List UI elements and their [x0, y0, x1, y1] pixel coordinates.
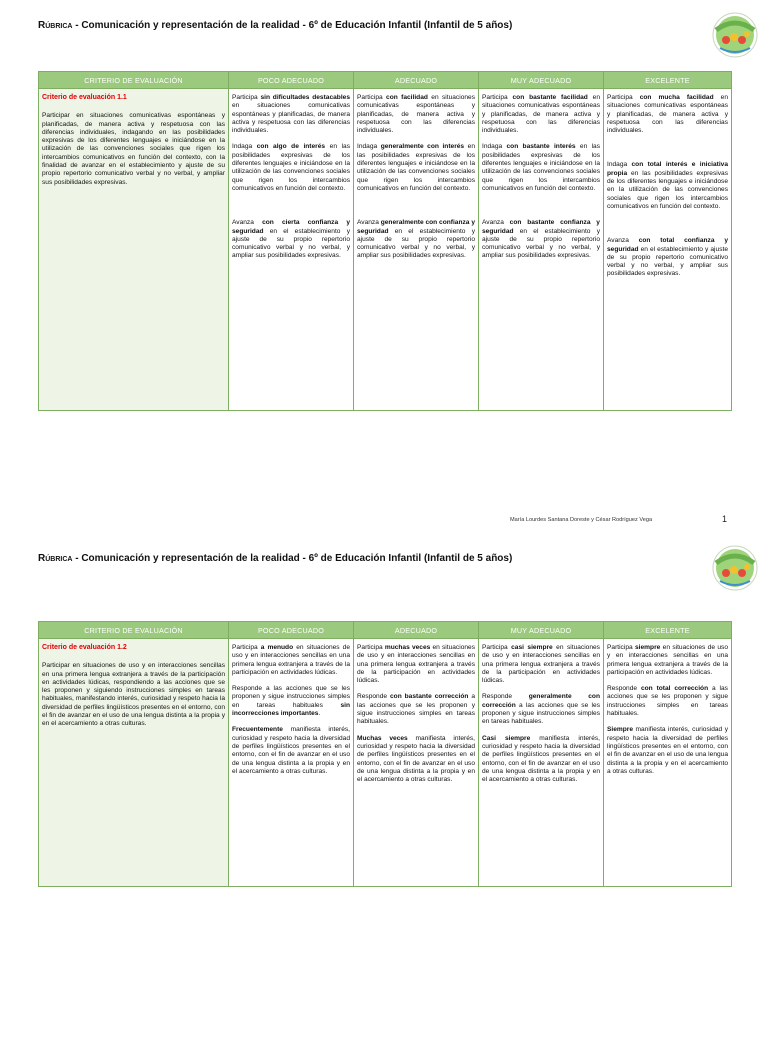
level-paragraph — [232, 219, 350, 260]
level-emphasis: casi siempre — [511, 644, 553, 651]
level-emphasis: generalmente con interés — [380, 143, 465, 151]
level-paragraph — [232, 685, 350, 718]
criterion-title: Criterio de evaluación 1.1 — [42, 94, 127, 101]
level-emphasis: muchas veces — [384, 644, 431, 651]
level-emphasis: con bastante facilidad — [512, 94, 588, 101]
level-emphasis: con cierta confianza y seguridad — [232, 219, 350, 235]
level-paragraph — [607, 161, 728, 211]
level-emphasis: a menudo — [260, 644, 294, 651]
header-adecuado: ADECUADO — [354, 72, 479, 89]
level-emphasis: con bastante corrección — [390, 693, 469, 701]
footer-authors: María Lourdes Santana Doreste y César Rodríguez Vega — [510, 517, 653, 523]
level-text: Participa — [357, 644, 385, 651]
level-text: . — [318, 710, 321, 718]
header-muy-adecuado: MUY ADECUADO — [479, 72, 604, 89]
level-emphasis: con bastante interés — [506, 143, 576, 151]
level-paragraph — [357, 94, 475, 135]
header-excelente: EXCELENTE — [604, 72, 732, 89]
rubric-table — [38, 621, 732, 887]
header-row — [39, 622, 732, 639]
document-page-2 — [0, 533, 768, 1045]
level-text: en situaciones de uso y en interacciones sencillas en una primera lengua extranjera a través de la participación en actividades lúdicas. — [482, 644, 600, 685]
level-text: manifiesta interés, curiosidad y respeto hacia la diversidad de perfiles lingüísticos presentes en el entorno, con el fin de avanzar en el uso de una lengua distinta a la propia y en el acercamiento a otras culturas. — [482, 734, 600, 784]
level-text: Participa — [607, 94, 640, 101]
level-paragraph — [232, 94, 350, 135]
level-text: Responde — [357, 693, 390, 701]
title-text: - Comunicación y representación de la realidad - 6º de Educación Infantil (Infantil de 5 años) — [72, 553, 513, 564]
level-text: manifiesta interés, curiosidad y respeto hacia la diversidad de perfiles lingüísticos presentes en el entorno, con el fin de avanzar en el uso de una lengua distinta a la propia y en el acercamiento a otras culturas. — [232, 726, 350, 775]
level-text: manifiesta interés, curiosidad y respeto hacia la diversidad de perfiles lingüísticos presentes en el entorno, con el fin de avanzar en el uso de una lengua distinta a la propia y en el acercamiento a otras culturas. — [357, 734, 476, 784]
level-paragraph — [482, 644, 600, 685]
level-paragraph — [357, 735, 475, 785]
level-emphasis: con mucha facilidad — [639, 94, 714, 101]
level-emphasis: generalmente con corrección — [482, 693, 600, 709]
level-paragraph — [232, 143, 350, 193]
header-poco-adecuado: POCO ADECUADO — [229, 622, 354, 639]
level-cell-poco-adecuado — [229, 639, 354, 887]
level-text: Avanza — [232, 219, 263, 227]
level-emphasis: Siempre — [607, 726, 634, 734]
level-text: en las posibilidades expresivas de los diferentes lenguajes e iniciándose en la utilización de las convenciones sociales que rigen los intercambios comunicativos en función del contexto. — [357, 143, 475, 192]
criterion-title: Criterio de evaluación 1.2 — [42, 644, 127, 651]
level-text: en situaciones comunicativas espontáneas y planificadas, de manera activa y respetuosa con las diferencias individuales. — [232, 102, 350, 135]
level-cell-adecuado — [354, 639, 479, 887]
level-paragraph — [607, 685, 728, 718]
table-row — [39, 639, 732, 887]
level-emphasis: con total confianza y seguridad — [607, 237, 728, 253]
level-text: a las acciones que se les proponen y sigue instrucciones simples en tareas habituales. — [607, 685, 728, 718]
level-cell-excelente — [604, 639, 732, 887]
level-paragraph — [482, 94, 600, 135]
level-paragraph — [607, 94, 728, 135]
page-title — [38, 20, 512, 31]
header-adecuado: ADECUADO — [354, 622, 479, 639]
level-text: Participa — [482, 644, 512, 651]
level-emphasis: generalmente con confianza y seguridad — [357, 219, 475, 235]
level-cell-poco-adecuado — [229, 89, 354, 411]
level-text: Indaga — [607, 161, 632, 169]
level-cell-excelente — [604, 89, 732, 411]
level-emphasis: sin dificultades destacables — [260, 94, 350, 101]
level-text: en situaciones de uso y en interacciones sencillas en una primera lengua extranjera a través de la participación en actividades lúdicas. — [232, 644, 350, 676]
level-text: en el establecimiento y ajuste de su propio repertorio comunicativo verbal y no verbal, y ampliar sus posibilidades expresivas. — [482, 227, 600, 260]
level-text: Participa — [232, 644, 261, 651]
header-excelente: EXCELENTE — [604, 622, 732, 639]
level-paragraph — [232, 726, 350, 776]
level-cell-adecuado — [354, 89, 479, 411]
level-emphasis: sin incorrecciones importantes — [232, 701, 350, 718]
level-emphasis: con facilidad — [386, 94, 428, 101]
level-paragraph — [607, 644, 728, 677]
title-prefix: Rúbrica — [38, 20, 73, 31]
level-paragraph — [607, 726, 728, 776]
header-criterion: CRITERIO DE EVALUACIÓN — [39, 72, 229, 89]
level-emphasis: siempre — [635, 644, 661, 651]
level-text: en situaciones de uso y en interacciones sencillas en una primera lengua extranjera a través de la participación en actividades lúdicas. — [607, 644, 728, 676]
criterion-cell — [39, 639, 229, 887]
level-text: en el establecimiento y ajuste de su propio repertorio comunicativo verbal y no verbal, y ampliar sus posibilidades expresivas. — [607, 245, 728, 278]
level-paragraph — [232, 644, 350, 677]
school-logo-icon — [712, 545, 758, 591]
page-title — [38, 553, 512, 564]
level-text: Responde a las acciones que se les proponen y sigue instrucciones simples en tareas habituales — [232, 685, 350, 709]
level-text: Indaga — [232, 143, 257, 151]
level-cell-muy-adecuado — [479, 639, 604, 887]
level-text: en las posibilidades expresivas de los diferentes lenguajes e iniciándose en la utilización de las convenciones sociales que rigen los intercambios comunicativos en función del contexto. — [232, 143, 350, 192]
level-paragraph — [482, 735, 600, 785]
level-emphasis: con total corrección — [640, 685, 709, 693]
level-text: en situaciones comunicativas espontáneas y planificadas, de manera activa y respetuosa con las diferencias individuales. — [357, 94, 475, 135]
criterion-text: Participar en situaciones de uso y en interacciones sencillas en una primera lengua extranjera a través de la participación en actividades lúdicas, respondiendo a las acciones que se les proponen y siguiendo instrucciones simples en tareas habituales, manifestando interés, curiosidad y respeto hacia la diversidad de perfiles lingüísticos presentes en el entorno, con el fin de avanzar en el uso de una lengua distinta a la propia y en el acercamiento a otras culturas. — [42, 662, 225, 728]
level-emphasis: con bastante confianza y seguridad — [482, 219, 600, 235]
level-paragraph — [482, 143, 600, 193]
level-paragraph — [357, 693, 475, 726]
level-text: Indaga — [482, 143, 507, 151]
level-text: en las posibilidades expresivas de los diferentes lenguajes e iniciándose en la utilización de las convenciones sociales que rigen los intercambios comunicativos en función del contexto. — [607, 169, 728, 210]
school-logo-icon — [712, 12, 758, 58]
level-text: en las posibilidades expresivas de los diferentes lenguajes e iniciándose en la utilización de las convenciones sociales que rigen los intercambios comunicativos en función del contexto. — [482, 143, 601, 192]
header-row — [39, 72, 732, 89]
level-text: a las acciones que se les proponen y sigue instrucciones simples en tareas habituales. — [357, 693, 475, 726]
level-text: Responde — [607, 685, 641, 693]
level-text: en el establecimiento y ajuste de su propio repertorio comunicativo verbal y no verbal, y ampliar sus posibilidades expresivas. — [357, 227, 475, 260]
level-emphasis: Casi siempre — [482, 734, 531, 742]
level-paragraph — [357, 143, 475, 193]
header-muy-adecuado: MUY ADECUADO — [479, 622, 604, 639]
level-text: en situaciones comunicativas espontáneas y planificadas, de manera activa y respetuosa con las diferencias individuales. — [482, 94, 600, 135]
table-row — [39, 89, 732, 411]
header-criterion: CRITERIO DE EVALUACIÓN — [39, 622, 229, 639]
level-paragraph — [482, 693, 600, 726]
level-text: a las acciones que se les proponen y sigue instrucciones simples en tareas habituales. — [482, 701, 600, 726]
level-text: Avanza — [357, 219, 381, 227]
level-text: Participa — [357, 94, 387, 101]
level-text: en situaciones comunicativas espontáneas y planificadas, de manera activa y respetuosa con las diferencias individuales. — [607, 94, 728, 135]
level-paragraph — [482, 219, 600, 260]
level-paragraph — [357, 219, 475, 260]
level-emphasis: con total interés e iniciativa propia — [607, 161, 729, 177]
level-text: Avanza — [482, 219, 510, 227]
level-text: en el establecimiento y ajuste de su propio repertorio comunicativo verbal y no verbal, y ampliar sus posibilidades expresivas. — [232, 227, 350, 260]
level-text: Participa — [482, 94, 513, 101]
rubric-table — [38, 71, 732, 411]
level-emphasis: Muchas veces — [357, 734, 408, 742]
level-paragraph — [357, 644, 475, 685]
level-cell-muy-adecuado — [479, 89, 604, 411]
level-text: Avanza — [607, 237, 639, 245]
criterion-cell — [39, 89, 229, 411]
criterion-text: Participar en situaciones comunicativas espontáneas y planificadas, de manera activa y respetuosa con las diferencias individuales, indagando en las posibilidades expresivas de los diferentes lenguajes e iniciándose en la utilización de las convenciones sociales que rigen los intercambios comunicativos en función del contexto, con la finalidad de avanzar en el establecimiento y ajuste de su propio repertorio comunicativo verbal y no verbal, y ampliar sus posibilidades expresivas. — [42, 112, 225, 186]
title-text: - Comunicación y representación de la realidad - 6º de Educación Infantil (Infantil de 5 años) — [72, 20, 513, 31]
level-text: Responde — [482, 693, 529, 701]
level-text: manifiesta interés, curiosidad y respeto hacia la diversidad de perfiles lingüísticos presentes en el entorno, con el fin de avanzar en el uso de una lengua distinta a la propia y en el acercamiento a otras culturas. — [607, 726, 728, 775]
level-emphasis: Frecuentemente — [232, 726, 283, 734]
page-number: 1 — [722, 514, 728, 524]
level-text: en situaciones de uso y en interacciones sencillas en una primera lengua extranjera a través de la participación en actividades lúdicas. — [357, 644, 475, 685]
title-prefix: Rúbrica — [38, 553, 73, 564]
level-paragraph — [607, 237, 728, 278]
level-text: Indaga — [357, 143, 381, 151]
header-poco-adecuado: POCO ADECUADO — [229, 72, 354, 89]
level-emphasis: con algo de interés — [256, 143, 326, 151]
level-text: Participa — [607, 644, 636, 651]
level-text: Participa — [232, 94, 261, 101]
